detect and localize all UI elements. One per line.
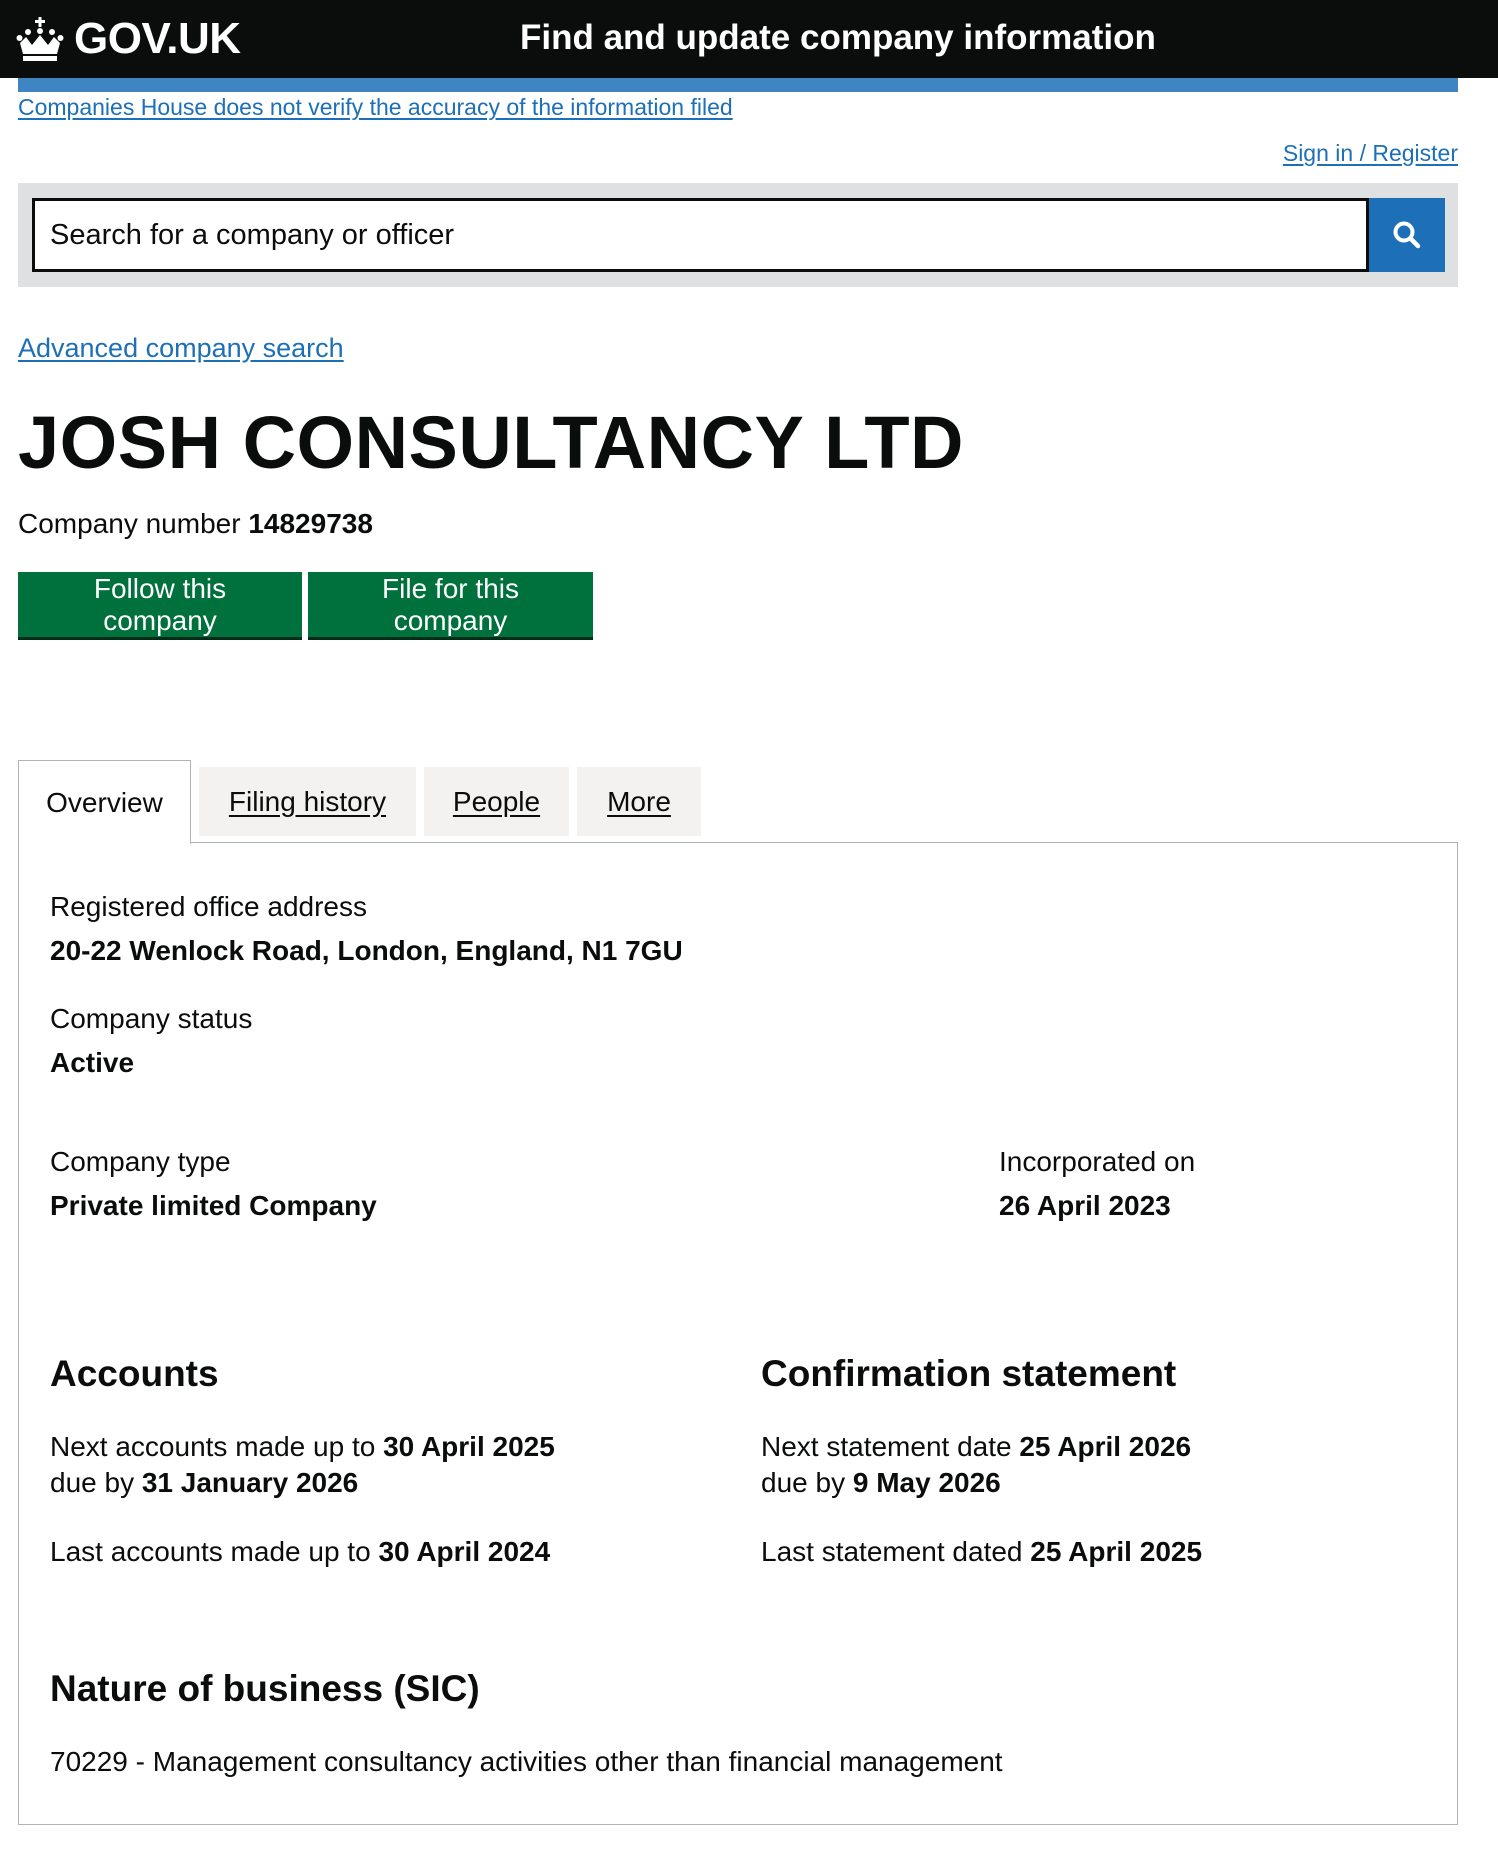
accounts-due-date: 31 January 2026 <box>141 1467 359 1498</box>
disclaimer-link[interactable]: Companies House does not verify the accuracy of the information filed <box>18 94 733 120</box>
tab-people[interactable] <box>424 767 569 836</box>
status-value: Active <box>50 1047 135 1078</box>
accounts-due <box>50 1467 358 1499</box>
incorporated-value: 26 April 2023 <box>999 1190 1171 1221</box>
confirmation-next-date: 25 April 2026 <box>1019 1431 1192 1462</box>
tab-more[interactable] <box>577 767 701 836</box>
address-label: Registered office address <box>50 891 367 922</box>
accounts-next-date: 30 April 2025 <box>383 1431 555 1462</box>
company-number-label: Company number <box>18 508 241 539</box>
sign-in-register-link[interactable]: Sign in / Register <box>1282 140 1458 166</box>
company-type-label: Company type <box>50 1146 231 1177</box>
search-icon <box>1392 220 1422 250</box>
confirmation-last-date: 25 April 2025 <box>1030 1536 1203 1567</box>
crown-icon <box>16 17 64 61</box>
accounts-last <box>50 1536 550 1568</box>
tab-people-label: People <box>452 785 541 817</box>
govuk-logo[interactable] <box>16 14 241 64</box>
company-number-value: 14829738 <box>248 508 373 539</box>
accounts-next-prefix: Next accounts made up to <box>50 1431 376 1462</box>
confirmation-next <box>761 1431 1191 1463</box>
follow-company-button[interactable]: Follow this company <box>18 572 302 637</box>
confirmation-next-prefix: Next statement date <box>761 1431 1012 1462</box>
sic-entry: 70229 - Management consultancy activities other than financial management <box>50 1746 1003 1777</box>
logo-text: GOV.UK <box>74 14 241 63</box>
status-label: Company status <box>50 1003 253 1034</box>
incorporated-label: Incorporated on <box>999 1146 1196 1177</box>
accounts-last-date: 30 April 2024 <box>378 1536 551 1567</box>
address-value: 20-22 Wenlock Road, London, England, N1 7GU <box>50 935 683 966</box>
search-input[interactable] <box>32 198 1369 272</box>
service-name[interactable]: Find and update company information <box>520 18 1156 57</box>
accounts-heading: Accounts <box>50 1353 219 1394</box>
confirmation-due <box>761 1467 1001 1499</box>
accounts-last-prefix: Last accounts made up to <box>50 1536 371 1567</box>
tab-more-label: More <box>607 785 671 817</box>
search-button[interactable] <box>1369 198 1445 272</box>
company-tabs <box>18 760 1458 843</box>
company-number <box>18 508 373 540</box>
advanced-search-link[interactable]: Advanced company search <box>18 333 344 363</box>
tab-overview[interactable] <box>18 760 191 844</box>
accounts-next <box>50 1431 555 1463</box>
confirmation-due-prefix: due by <box>761 1467 846 1498</box>
site-header <box>0 0 1498 78</box>
tab-overview-label: Overview <box>46 786 163 818</box>
overview-panel <box>18 842 1458 1825</box>
company-type-value: Private limited Company <box>50 1190 377 1221</box>
confirmation-due-date: 9 May 2026 <box>852 1467 1001 1498</box>
file-company-button[interactable]: File for this company <box>308 572 593 637</box>
confirmation-heading: Confirmation statement <box>761 1353 1177 1394</box>
sic-heading: Nature of business (SIC) <box>50 1668 480 1709</box>
accounts-due-prefix: due by <box>50 1467 135 1498</box>
header-accent-bar <box>18 78 1458 92</box>
tab-filing-history[interactable] <box>199 767 416 836</box>
search-bar <box>18 183 1458 287</box>
confirmation-last <box>761 1536 1202 1568</box>
confirmation-last-prefix: Last statement dated <box>761 1536 1023 1567</box>
tab-filing-history-label: Filing history <box>228 785 387 817</box>
company-name: JOSH CONSULTANCY LTD <box>18 401 964 484</box>
